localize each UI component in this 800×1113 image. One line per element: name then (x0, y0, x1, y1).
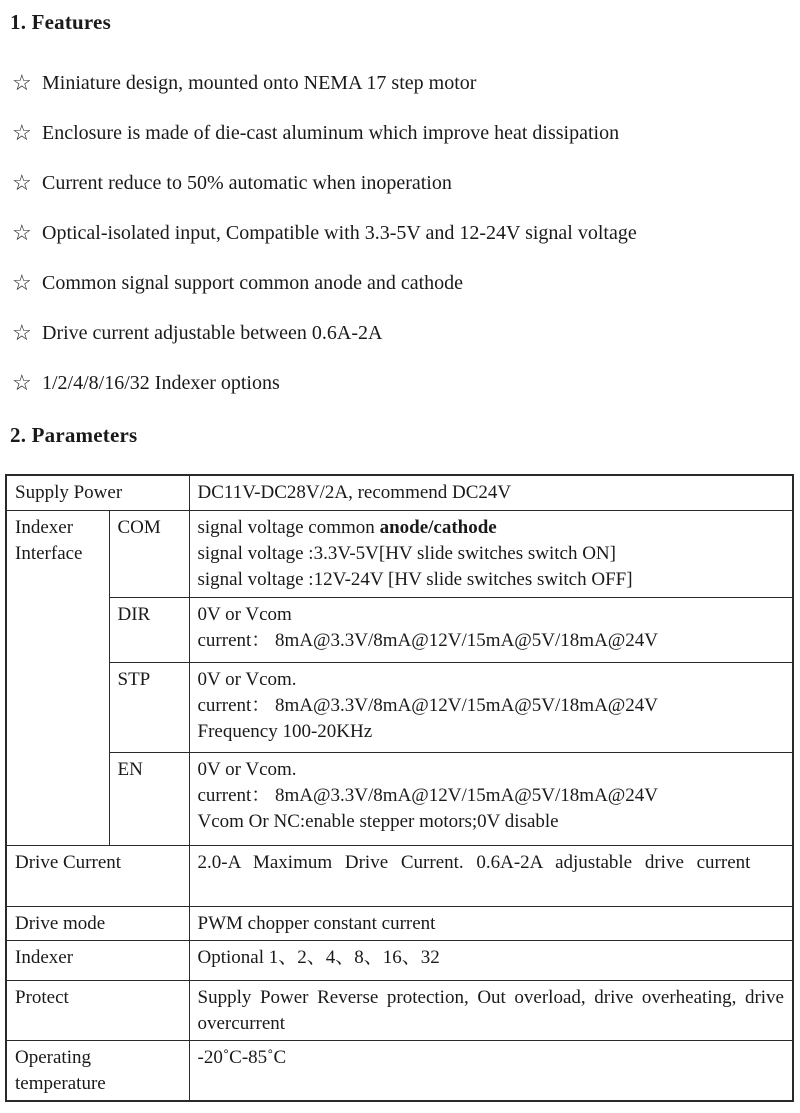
table-row-supply-power (6, 475, 793, 510)
feature-text: Common signal support common anode and cathode (42, 272, 464, 294)
param-value-protect: Supply Power Reverse protection, Out overload, drive overheating, drive overcurrent (189, 980, 793, 1040)
stp-line1: 0V or Vcom. (197, 668, 297, 690)
feature-text: Drive current adjustable between 0.6A-2A (42, 322, 383, 344)
feature-item (12, 70, 792, 95)
com-line2: signal voltage :3.3V-5V[HV slide switches switch ON] (197, 542, 616, 564)
table-row-en (6, 752, 793, 845)
table-row-protect (6, 980, 793, 1040)
features-heading: 1. Features (10, 10, 111, 34)
param-value-supply-power: DC11V-DC28V/2A, recommend DC24V (189, 475, 793, 510)
feature-item (12, 170, 792, 195)
param-label-supply-power: Supply Power (6, 475, 189, 510)
table-row-com (6, 510, 793, 597)
feature-text: Optical-isolated input, Compatible with 3.3-5V and 12-24V signal voltage (42, 222, 637, 244)
star-bullet-icon: ☆ (12, 70, 32, 95)
com-line1-bold: anode/cathode (379, 516, 497, 538)
param-value-stp (189, 662, 793, 752)
feature-item (12, 120, 792, 145)
param-value-indexer: Optional 1、2、4、8、16、32 (189, 940, 793, 980)
param-value-en (189, 752, 793, 845)
table-row-drive-mode (6, 906, 793, 940)
feature-item (12, 320, 792, 345)
star-bullet-icon: ☆ (12, 170, 32, 195)
param-value-com (189, 510, 793, 597)
indexer-interface-line1: Indexer (15, 516, 74, 538)
feature-text: Miniature design, mounted onto NEMA 17 step motor (42, 72, 477, 94)
param-label-indexer: Indexer (6, 940, 189, 980)
star-bullet-icon: ☆ (12, 220, 32, 245)
param-label-drive-mode: Drive mode (6, 906, 189, 940)
feature-text: Enclosure is made of die-cast aluminum which improve heat dissipation (42, 122, 620, 144)
en-line3: Vcom Or NC:enable stepper motors;0V disable (197, 810, 559, 832)
star-bullet-icon: ☆ (12, 370, 32, 395)
dir-line2: current： 8mA@3.3V/8mA@12V/15mA@5V/18mA@24V (197, 629, 659, 651)
param-value-drive-current: 2.0-A Maximum Drive Current. 0.6A-2A adjustable drive current (189, 845, 793, 906)
param-value-dir (189, 597, 793, 662)
param-value-operating-temperature: -20˚C-85˚C (189, 1040, 793, 1101)
param-key-en: EN (109, 752, 189, 845)
com-line1-normal: signal voltage common (197, 516, 380, 538)
stp-line2: current： 8mA@3.3V/8mA@12V/15mA@5V/18mA@24V (197, 694, 659, 716)
features-list (12, 70, 792, 395)
table-row-operating-temperature (6, 1040, 793, 1101)
com-line3: signal voltage :12V-24V [HV slide switches switch OFF] (197, 568, 633, 590)
stp-line3: Frequency 100-20KHz (197, 720, 373, 742)
feature-item (12, 270, 792, 295)
indexer-interface-line2: Interface (15, 542, 83, 564)
feature-item (12, 370, 792, 395)
feature-text: Current reduce to 50% automatic when inoperation (42, 172, 452, 194)
star-bullet-icon: ☆ (12, 120, 32, 145)
star-bullet-icon: ☆ (12, 270, 32, 295)
param-key-dir: DIR (109, 597, 189, 662)
param-label-protect: Protect (6, 980, 189, 1040)
parameters-table (5, 474, 794, 1102)
param-key-stp: STP (109, 662, 189, 752)
parameters-heading: 2. Parameters (10, 423, 138, 447)
table-row-drive-current (6, 845, 793, 906)
table-row-dir (6, 597, 793, 662)
table-row-indexer (6, 940, 793, 980)
param-value-drive-mode: PWM chopper constant current (189, 906, 793, 940)
dir-line1: 0V or Vcom (197, 603, 292, 625)
en-line2: current： 8mA@3.3V/8mA@12V/15mA@5V/18mA@24V (197, 784, 659, 806)
table-row-stp (6, 662, 793, 752)
param-key-com: COM (109, 510, 189, 597)
param-label-drive-current: Drive Current (6, 845, 189, 906)
param-label-operating-temperature: Operating temperature (6, 1040, 189, 1101)
en-line1: 0V or Vcom. (197, 758, 297, 780)
param-label-indexer-interface (6, 510, 109, 845)
feature-item (12, 220, 792, 245)
com-line1 (198, 515, 785, 541)
feature-text: 1/2/4/8/16/32 Indexer options (42, 372, 280, 394)
star-bullet-icon: ☆ (12, 320, 32, 345)
